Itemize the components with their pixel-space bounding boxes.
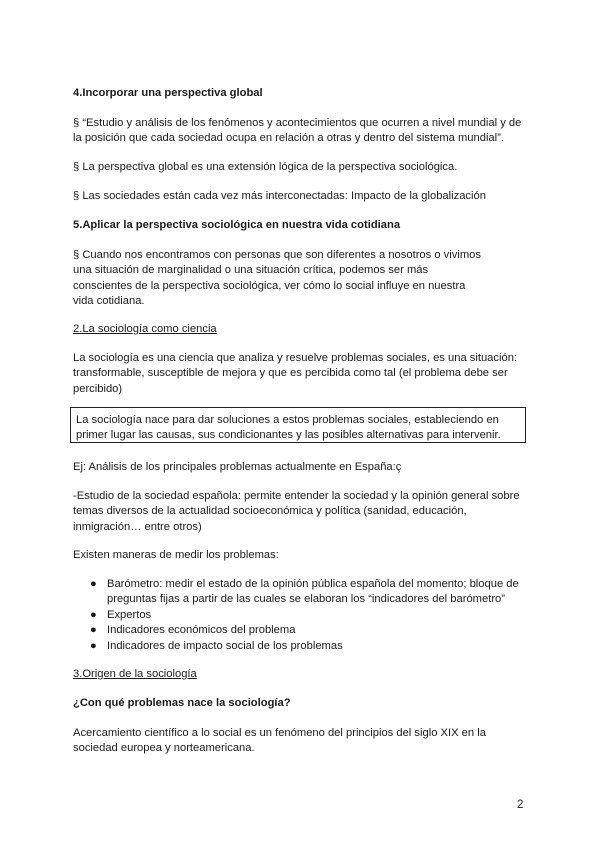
paragraph-origen: [73, 726, 528, 757]
bullet-icon: ●: [90, 639, 97, 652]
list-item: [90, 577, 530, 608]
text-line: Barómetro: medir el estado de la opinión pública española del momento; bloque de: [107, 578, 519, 590]
heading-incorporar-perspectiva-global: 4.Incorporar una perspectiva global: [73, 87, 263, 99]
text-line: Expertos: [107, 608, 152, 621]
text-line: preguntas fijas a partir de las cuales se elaboran los “indicadores del barómetro”: [107, 593, 505, 606]
text-line: la posición que cada sociedad ocupa en relación a otras y dentro del sistema mundial”.: [73, 132, 504, 145]
list-item: [90, 623, 530, 638]
text-line: Indicadores económicos del problema: [107, 624, 296, 637]
text-line: conscientes de la perspectiva sociológica, ver cómo lo social influye en nuestra: [73, 279, 466, 292]
paragraph-global-extension: § La perspectiva global es una extensión lógica de la perspectiva sociológica.: [73, 161, 458, 173]
text-line: Indicadores de impacto social de los problemas: [107, 639, 343, 652]
paragraph-vida-cotidiana: [73, 248, 528, 310]
text-line: La sociología nace para dar soluciones a estos problemas sociales, estableciendo en: [76, 414, 499, 426]
text-line: inmigración… entre otros): [73, 520, 202, 533]
section-title-sociologia-ciencia: 2.La sociología como ciencia: [73, 323, 217, 335]
text-line: La sociología es una ciencia que analiza y resuelve problemas sociales, es una situación:: [73, 352, 518, 364]
heading-aplicar-perspectiva: 5.Aplicar la perspectiva sociológica en nuestra vida cotidiana: [73, 219, 401, 231]
text-line: vida cotidiana.: [73, 295, 145, 308]
paragraph-ejemplo: Ej: Análisis de los principales problemas actualmente en España:ç: [73, 461, 402, 473]
paragraph-estudio-sociedad: [73, 489, 528, 535]
text-line: temas diversos de la actualidad socioeconómica y política (sanidad, educación,: [73, 505, 467, 518]
paragraph-global-interconnected: § Las sociedades están cada vez más interconectadas: Impacto de la globalización: [73, 190, 486, 202]
bullet-icon: ●: [90, 578, 97, 590]
paragraph-maneras-medir: Existen maneras de medir los problemas:: [73, 549, 279, 561]
measurement-list: [90, 577, 530, 654]
text-line: sociedad europea y norteamericana.: [73, 742, 255, 755]
list-item: [90, 639, 530, 654]
paragraph-global-definition: [73, 116, 528, 147]
text-line: -Estudio de la sociedad española: permite entender la sociedad y la opinión general sobre: [73, 490, 520, 502]
text-line: una situación de marginalidad o una situación crítica, podemos ser más: [73, 264, 429, 277]
text-line: Acercamiento científico a lo social es un fenómeno del principios del siglo XIX en la: [73, 727, 486, 739]
text-line: transformable, susceptible de mejora y que es percibida como tal (el problema debe ser: [73, 367, 508, 380]
text-line: § “Estudio y análisis de los fenómenos y acontecimientos que ocurren a nivel mundial y de: [73, 117, 522, 129]
paragraph-sociologia-ciencia: [73, 351, 528, 397]
section-title-origen-sociologia: 3.Origen de la sociología: [73, 668, 197, 680]
text-line: percibido): [73, 382, 123, 395]
bullet-icon: ●: [90, 624, 97, 637]
page-number: 2: [517, 799, 524, 811]
bullet-icon: ●: [90, 608, 97, 621]
highlight-box: [70, 407, 526, 443]
text-line: § Cuando nos encontramos con personas que son diferentes a nosotros o vivimos: [73, 249, 481, 261]
question-heading: ¿Con qué problemas nace la sociología?: [73, 697, 291, 709]
text-line: primer lugar las causas, sus condicionantes y las posibles alternativas para intervenir.: [76, 429, 501, 442]
list-item: [90, 608, 530, 623]
